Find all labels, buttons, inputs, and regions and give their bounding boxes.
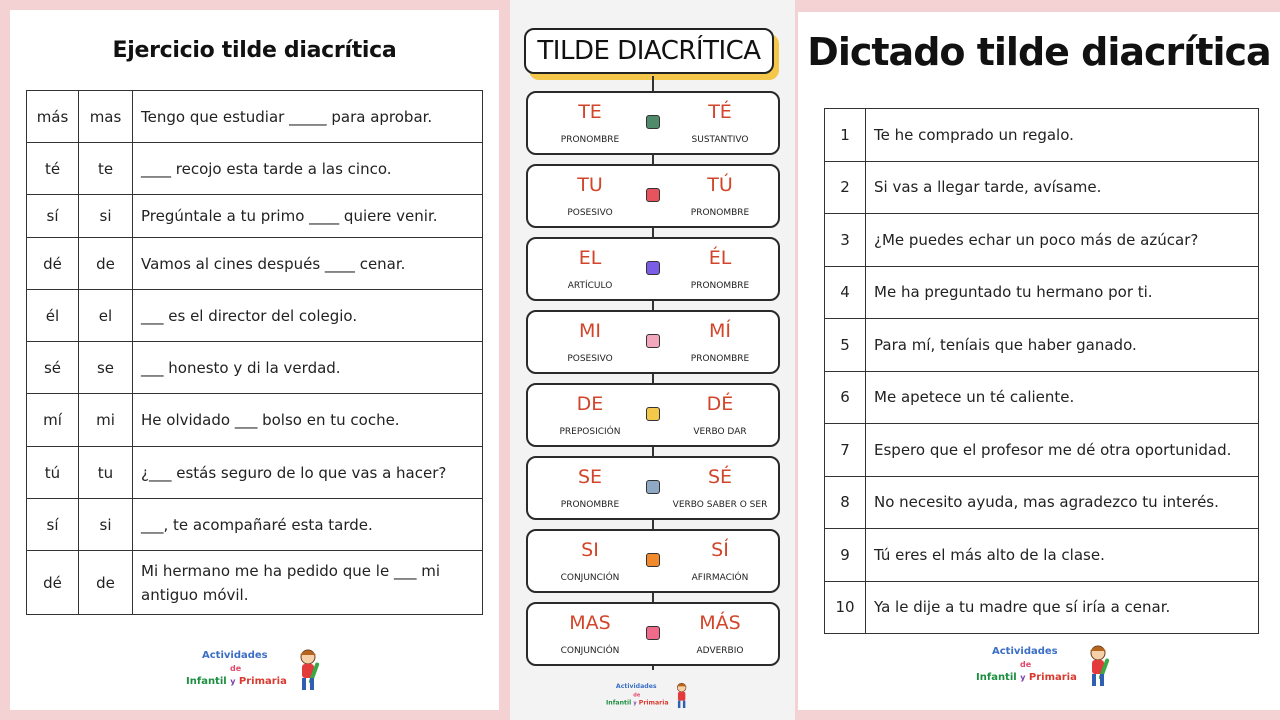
site-logo-small bbox=[606, 682, 693, 713]
logo-line-3: Infantil y Primaria bbox=[976, 672, 1077, 683]
unaccented-word: mas bbox=[79, 91, 133, 143]
right-word: TÉ bbox=[708, 101, 732, 123]
accented-word: sé bbox=[27, 342, 79, 394]
accented-word: él bbox=[27, 290, 79, 342]
exercise-row bbox=[27, 91, 483, 143]
word-pair-card bbox=[526, 164, 780, 228]
accented-word: té bbox=[27, 143, 79, 195]
dictation-row bbox=[825, 266, 1259, 319]
left-word: SI bbox=[581, 539, 599, 561]
exercise-sentence: Tengo que estudiar _____ para aprobar. bbox=[133, 91, 483, 143]
accented-word: mí bbox=[27, 394, 79, 447]
left-word-type: ARTÍCULO bbox=[567, 281, 613, 291]
row-number: 4 bbox=[825, 266, 866, 319]
row-number: 5 bbox=[825, 319, 866, 372]
left-word-type: PRONOMBRE bbox=[560, 135, 620, 145]
dictation-sentence: Tú eres el más alto de la clase. bbox=[866, 529, 1259, 582]
dictation-row bbox=[825, 529, 1259, 582]
left-word-type: CONJUNCIÓN bbox=[560, 573, 620, 583]
left-word: EL bbox=[578, 247, 602, 269]
right-word: MÁS bbox=[699, 612, 741, 634]
worksheet-title: Ejercicio tilde diacrítica bbox=[112, 38, 397, 63]
right-word-type: ADVERBIO bbox=[696, 646, 744, 656]
exercise-row bbox=[27, 143, 483, 195]
right-word-type: AFIRMACIÓN bbox=[691, 573, 749, 583]
exercise-table bbox=[26, 90, 483, 615]
logo-line-1: Actividades bbox=[992, 646, 1058, 657]
logo-line-3: Infantil y Primaria bbox=[186, 676, 287, 687]
left-word: SE bbox=[577, 466, 603, 488]
logo-line-1: Actividades bbox=[615, 683, 657, 691]
dictation-row bbox=[825, 424, 1259, 477]
dictation-sentence: ¿Me puedes echar un poco más de azúcar? bbox=[866, 214, 1259, 267]
dictation-row bbox=[825, 319, 1259, 372]
unaccented-word: si bbox=[79, 499, 133, 551]
right-word: TÚ bbox=[707, 174, 733, 196]
worksheet-panel bbox=[10, 10, 499, 710]
infographic-panel bbox=[510, 0, 795, 720]
dictation-row bbox=[825, 476, 1259, 529]
accented-word: tú bbox=[27, 447, 79, 499]
right-word-type: PRONOMBRE bbox=[690, 208, 750, 218]
kid-mascot-icon bbox=[1084, 644, 1112, 690]
right-word: SÉ bbox=[707, 466, 733, 488]
exercise-row bbox=[27, 394, 483, 447]
row-number: 8 bbox=[825, 476, 866, 529]
unaccented-word: de bbox=[79, 551, 133, 615]
unaccented-word: si bbox=[79, 195, 133, 238]
left-word-type: PREPOSICIÓN bbox=[559, 427, 621, 437]
exercise-row bbox=[27, 195, 483, 238]
logo-line-1: Actividades bbox=[202, 650, 268, 661]
right-word: SÍ bbox=[711, 539, 729, 561]
exercise-sentence: He olvidado ___ bolso en tu coche. bbox=[133, 394, 483, 447]
word-pair-card bbox=[526, 91, 780, 155]
unaccented-word: mi bbox=[79, 394, 133, 447]
row-number: 1 bbox=[825, 109, 866, 162]
right-word-type: PRONOMBRE bbox=[690, 281, 750, 291]
exercise-row bbox=[27, 551, 483, 615]
right-word-type: VERBO DAR bbox=[693, 427, 747, 437]
accented-word: dé bbox=[27, 551, 79, 615]
dictation-row bbox=[825, 161, 1259, 214]
unaccented-word: se bbox=[79, 342, 133, 394]
exercise-sentence: ___ honesto y di la verdad. bbox=[133, 342, 483, 394]
right-word-type: PRONOMBRE bbox=[690, 354, 750, 364]
dictation-table bbox=[824, 108, 1259, 634]
dictation-row bbox=[825, 371, 1259, 424]
row-number: 2 bbox=[825, 161, 866, 214]
exercise-row bbox=[27, 238, 483, 290]
color-square-icon bbox=[646, 480, 660, 494]
word-pair-card bbox=[526, 602, 780, 666]
logo-line-2: de bbox=[230, 664, 242, 673]
unaccented-word: te bbox=[79, 143, 133, 195]
dictation-sentence: Me ha preguntado tu hermano por ti. bbox=[866, 266, 1259, 319]
exercise-sentence: ____ recojo esta tarde a las cinco. bbox=[133, 143, 483, 195]
row-number: 7 bbox=[825, 424, 866, 477]
left-word: MI bbox=[579, 320, 601, 342]
left-word-type: PRONOMBRE bbox=[560, 500, 620, 510]
accented-word: sí bbox=[27, 499, 79, 551]
dictation-sentence: No necesito ayuda, mas agradezco tu interés. bbox=[866, 476, 1259, 529]
kid-mascot-icon bbox=[673, 682, 690, 711]
dictation-sentence: Si vas a llegar tarde, avísame. bbox=[866, 161, 1259, 214]
dictation-row bbox=[825, 109, 1259, 162]
dictation-row bbox=[825, 214, 1259, 267]
exercise-sentence: Mi hermano me ha pedido que le ___ mi antiguo móvil. bbox=[133, 551, 483, 615]
exercise-sentence: Pregúntale a tu primo ____ quiere venir. bbox=[133, 195, 483, 238]
exercise-sentence: ___ es el director del colegio. bbox=[133, 290, 483, 342]
dictation-panel bbox=[798, 12, 1280, 710]
row-number: 6 bbox=[825, 371, 866, 424]
color-square-icon bbox=[646, 407, 660, 421]
dictation-sentence: Espero que el profesor me dé otra oportunidad. bbox=[866, 424, 1259, 477]
color-square-icon bbox=[646, 115, 660, 129]
color-square-icon bbox=[646, 261, 660, 275]
unaccented-word: de bbox=[79, 238, 133, 290]
word-pair-card bbox=[526, 529, 780, 593]
right-word: ÉL bbox=[708, 247, 732, 269]
left-word-type: POSESIVO bbox=[567, 208, 613, 218]
word-pair-card bbox=[526, 310, 780, 374]
row-number: 10 bbox=[825, 581, 866, 634]
word-pair-card bbox=[526, 237, 780, 301]
exercise-sentence: ___, te acompañaré esta tarde. bbox=[133, 499, 483, 551]
accented-word: más bbox=[27, 91, 79, 143]
dictation-sentence: Me apetece un té caliente. bbox=[866, 371, 1259, 424]
word-pair-card bbox=[526, 383, 780, 447]
left-word: TE bbox=[578, 101, 602, 123]
right-word: DÉ bbox=[706, 393, 734, 415]
dictation-row bbox=[825, 581, 1259, 634]
accented-word: sí bbox=[27, 195, 79, 238]
kid-mascot-icon bbox=[294, 648, 322, 694]
right-word-type: VERBO SABER O SER bbox=[672, 500, 768, 510]
color-square-icon bbox=[646, 626, 660, 640]
left-word: DE bbox=[576, 393, 604, 415]
logo-line-2: de bbox=[633, 691, 641, 698]
site-logo bbox=[976, 644, 1116, 694]
exercise-sentence: ¿___ estás seguro de lo que vas a hacer? bbox=[133, 447, 483, 499]
dictation-title: Dictado tilde diacrítica bbox=[807, 30, 1271, 74]
site-logo bbox=[186, 648, 326, 698]
row-number: 3 bbox=[825, 214, 866, 267]
logo-line-3: Infantil y Primaria bbox=[606, 699, 669, 707]
row-number: 9 bbox=[825, 529, 866, 582]
left-word-type: POSESIVO bbox=[567, 354, 613, 364]
left-word: MAS bbox=[569, 612, 611, 634]
unaccented-word: el bbox=[79, 290, 133, 342]
left-word-type: CONJUNCIÓN bbox=[560, 646, 620, 656]
exercise-row bbox=[27, 499, 483, 551]
accented-word: dé bbox=[27, 238, 79, 290]
right-word-type: SUSTANTIVO bbox=[691, 135, 749, 145]
exercise-row bbox=[27, 342, 483, 394]
word-pair-card bbox=[526, 456, 780, 520]
logo-line-2: de bbox=[1020, 660, 1032, 669]
exercise-sentence: Vamos al cines después ____ cenar. bbox=[133, 238, 483, 290]
unaccented-word: tu bbox=[79, 447, 133, 499]
color-square-icon bbox=[646, 334, 660, 348]
color-square-icon bbox=[646, 188, 660, 202]
right-word: MÍ bbox=[709, 320, 731, 342]
exercise-row bbox=[27, 290, 483, 342]
infographic-title: TILDE DIACRÍTICA bbox=[524, 28, 774, 74]
dictation-sentence: Para mí, teníais que haber ganado. bbox=[866, 319, 1259, 372]
left-word: TU bbox=[577, 174, 603, 196]
dictation-sentence: Ya le dije a tu madre que sí iría a cenar. bbox=[866, 581, 1259, 634]
color-square-icon bbox=[646, 553, 660, 567]
exercise-row bbox=[27, 447, 483, 499]
dictation-sentence: Te he comprado un regalo. bbox=[866, 109, 1259, 162]
